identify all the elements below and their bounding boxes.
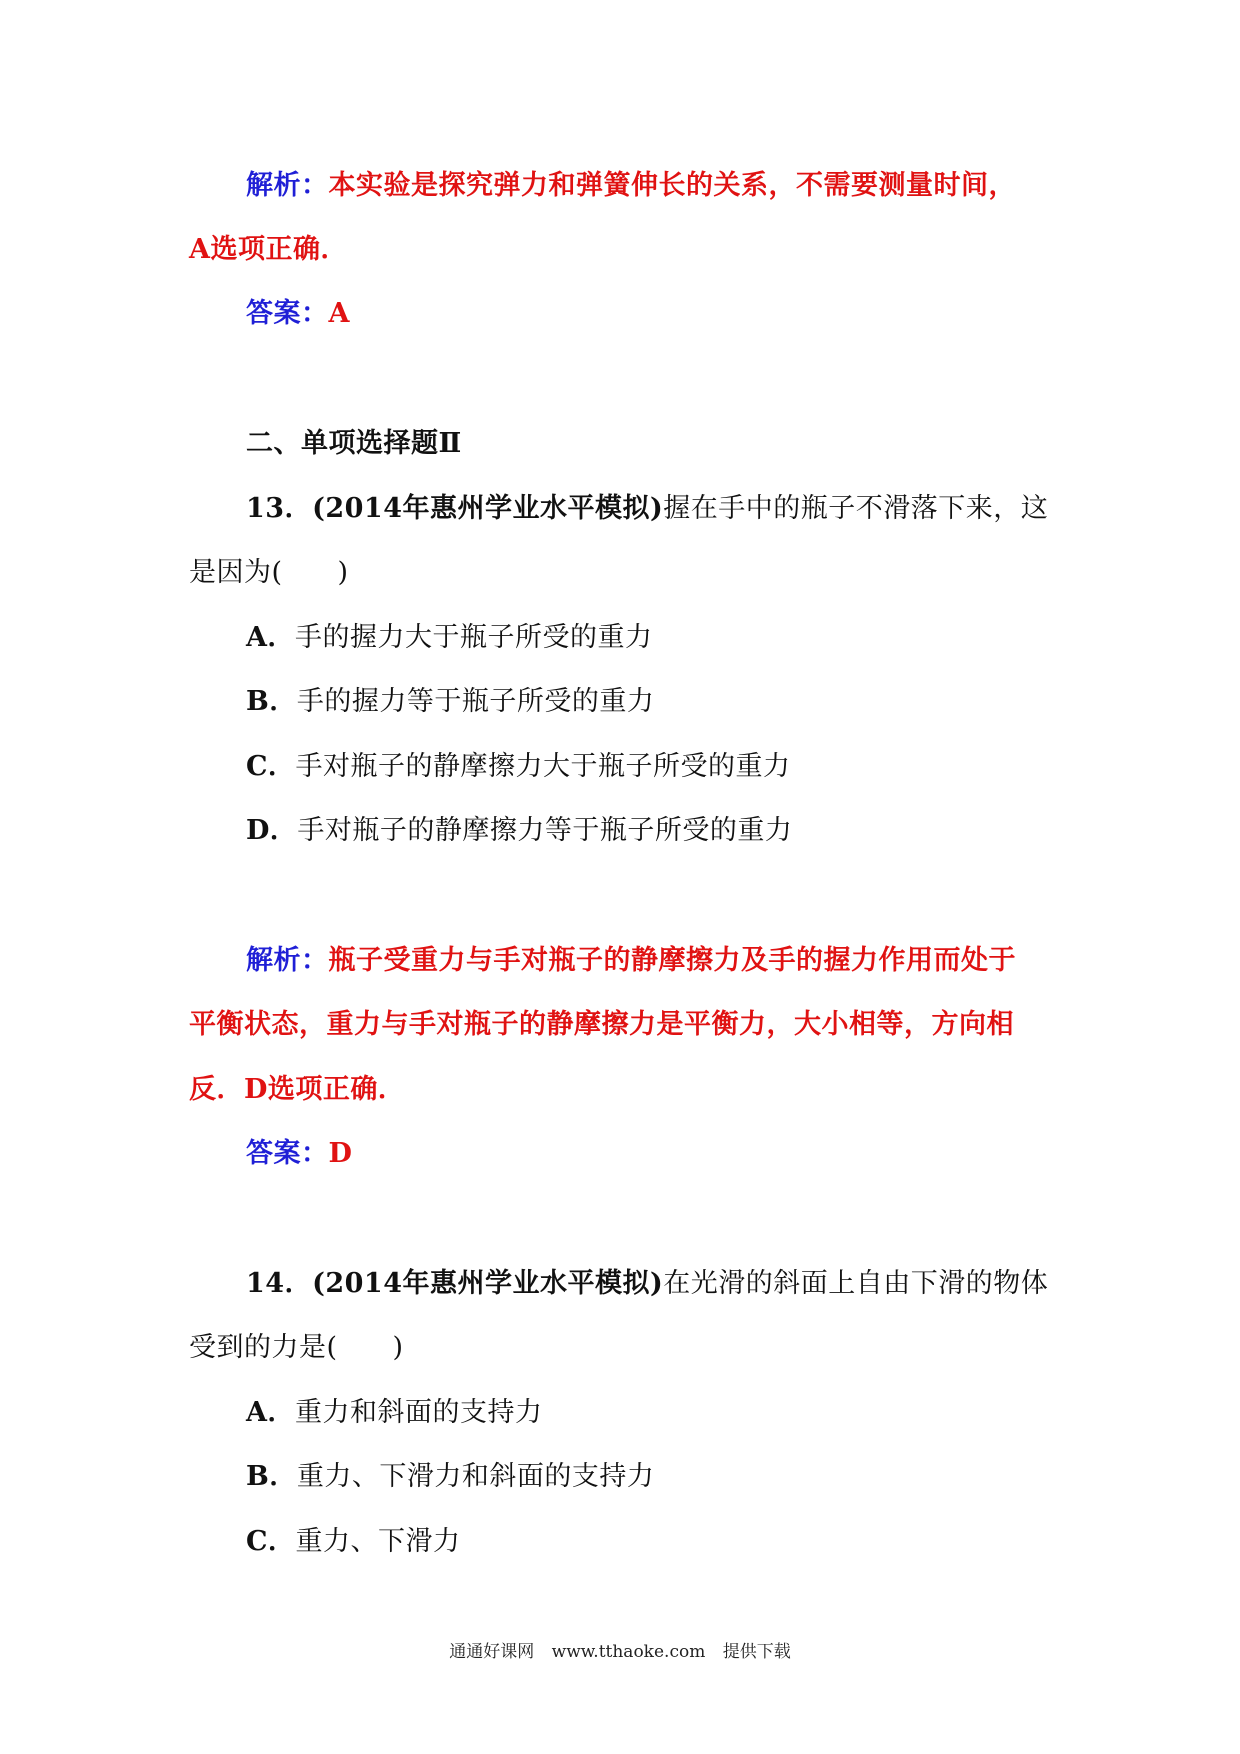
option-text: 重力、下滑力和斜面的支持力 [296, 1461, 655, 1492]
question-source: (2014年惠州学业水平模拟) [312, 493, 664, 524]
analysis-2-line-2 [189, 1005, 1014, 1045]
answer-label: 答案： [246, 298, 329, 329]
analysis-text: 瓶子受重力与手对瓶子的静摩擦力及手的握力作用而处于 [328, 945, 1016, 976]
option-text: 手的握力大于瓶子所受的重力 [294, 622, 653, 653]
page-footer [0, 1640, 1240, 1664]
question-14-option-a [246, 1393, 542, 1433]
question-stem: 握在手中的瓶子不滑落下来，这 [663, 493, 1049, 524]
option-letter: A． [246, 1397, 295, 1428]
question-source: (2014年惠州学业水平模拟) [312, 1268, 664, 1299]
question-14-stem-line-2: 受到的力是( ) [189, 1332, 404, 1363]
question-13-stem-line-2: 是因为( ) [189, 557, 349, 588]
footer-url[interactable]: www.tthaoke.com [551, 1642, 706, 1662]
option-letter: B． [246, 686, 297, 717]
question-13-option-d [246, 811, 792, 851]
analysis-text: 反．D选项正确． [189, 1074, 406, 1105]
analysis-text: 本实验是探究弹力和弹簧伸长的关系，不需要测量时间， [328, 170, 1016, 201]
analysis-text: 平衡状态，重力与手对瓶子的静摩擦力是平衡力，大小相等，方向相 [189, 1009, 1014, 1040]
option-letter: D． [246, 815, 298, 846]
answer-value: A [328, 298, 350, 329]
analysis-text: A选项正确． [189, 234, 348, 265]
question-13-option-c [246, 747, 791, 787]
question-number: 14． [246, 1268, 313, 1299]
question-14-stem-line-1 [246, 1264, 1048, 1304]
answer-1 [246, 294, 350, 334]
analysis-1-line-1 [246, 166, 1016, 206]
option-letter: A． [246, 622, 295, 653]
question-14-option-b [246, 1457, 654, 1497]
answer-2 [246, 1134, 352, 1174]
option-letter: C． [246, 1526, 296, 1557]
analysis-label: 解析： [246, 945, 329, 976]
footer-site-name: 通通好课网 [449, 1642, 535, 1662]
option-text: 重力和斜面的支持力 [294, 1397, 543, 1428]
analysis-1-line-2 [189, 230, 348, 270]
question-13-stem-line-1 [246, 489, 1048, 529]
answer-value: D [328, 1138, 353, 1169]
analysis-2-line-3 [189, 1070, 405, 1110]
analysis-2-line-1 [246, 941, 1016, 981]
question-13-option-b [246, 682, 654, 722]
option-text: 手对瓶子的静摩擦力大于瓶子所受的重力 [295, 751, 791, 782]
question-14-option-c [246, 1522, 461, 1562]
question-13-option-a [246, 618, 652, 658]
question-stem: 在光滑的斜面上自由下滑的物体 [663, 1268, 1049, 1299]
option-letter: C． [246, 751, 296, 782]
option-letter: B． [246, 1461, 297, 1492]
question-number: 13． [246, 493, 313, 524]
answer-label: 答案： [246, 1138, 329, 1169]
option-text: 重力、下滑力 [295, 1526, 461, 1557]
option-text: 手的握力等于瓶子所受的重力 [296, 686, 655, 717]
option-text: 手对瓶子的静摩擦力等于瓶子所受的重力 [297, 815, 793, 846]
analysis-label: 解析： [246, 170, 329, 201]
section-title: 二、单项选择题Ⅱ [246, 428, 462, 459]
footer-note: 提供下载 [722, 1642, 791, 1662]
